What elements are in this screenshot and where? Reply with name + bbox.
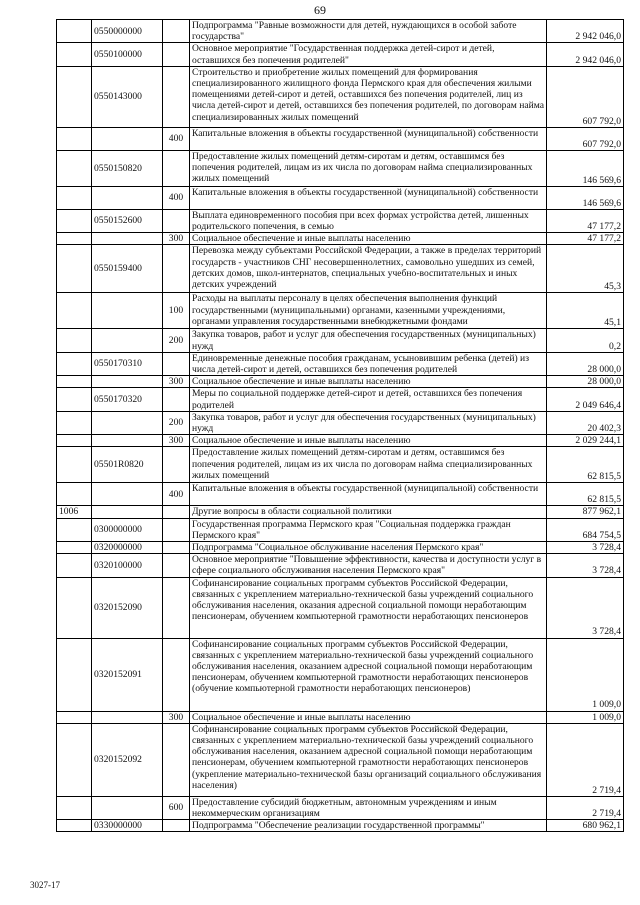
table-row xyxy=(57,435,624,447)
target-code-cell: 0550170310 xyxy=(92,352,163,375)
target-code-cell: 0320152090 xyxy=(92,577,163,638)
expense-type-cell: 200 xyxy=(163,411,190,434)
amount-cell: 684 754,5 xyxy=(547,518,624,541)
section-cell xyxy=(57,435,92,447)
section-cell xyxy=(57,554,92,577)
amount-cell: 3 728,4 xyxy=(547,542,624,554)
amount-cell: 2 719,4 xyxy=(547,796,624,819)
item-name-cell: Перевозка между субъектами Российской Федерации, а также в пределах территорий государств - участников СНГ несовершеннолетних, самовольно ушедших из семей, детских домов, школ-интернатов, специальных учебно-воспитательных и иных детских учреждений xyxy=(190,245,547,293)
section-cell xyxy=(57,150,92,186)
table-row xyxy=(57,127,624,150)
expense-type-cell xyxy=(163,577,190,638)
expense-type-cell xyxy=(163,506,190,518)
table-row xyxy=(57,186,624,209)
expense-type-cell xyxy=(163,554,190,577)
section-cell xyxy=(57,447,92,483)
item-name-cell: Капитальные вложения в объекты государственной (муниципальной) собственности xyxy=(190,127,547,150)
target-code-cell: 05501R0820 xyxy=(92,447,163,483)
expense-type-cell xyxy=(163,209,190,232)
section-cell xyxy=(57,209,92,232)
target-code-cell xyxy=(92,506,163,518)
item-name-cell: Предоставление субсидий бюджетным, автономным учреждениям и иным некоммерческим организациям xyxy=(190,796,547,819)
expense-type-cell: 300 xyxy=(163,233,190,245)
section-cell xyxy=(57,483,92,506)
table-row xyxy=(57,577,624,638)
item-name-cell: Основное мероприятие "Государственная поддержка детей-сирот и детей, оставшихся без попечения родителей" xyxy=(190,43,547,66)
expense-type-cell xyxy=(163,542,190,554)
amount-cell: 146 569,6 xyxy=(547,150,624,186)
target-code-cell: 0320152092 xyxy=(92,723,163,796)
section-cell xyxy=(57,577,92,638)
table-row xyxy=(57,554,624,577)
amount-cell: 3 728,4 xyxy=(547,554,624,577)
item-name-cell: Расходы на выплаты персоналу в целях обеспечения выполнения функций государственными (муниципальными) органами, казенными учреждениями, органами управления государственными внебюджетными фондами xyxy=(190,293,547,329)
table-row xyxy=(57,352,624,375)
section-cell xyxy=(57,20,92,43)
item-name-cell: Предоставление жилых помещений детям-сиротам и детям, оставшимся без попечения родителей, лицам из их числа по договорам найма специализированных жилых помещений xyxy=(190,447,547,483)
expense-type-cell: 400 xyxy=(163,186,190,209)
amount-cell: 28 000,0 xyxy=(547,376,624,388)
item-name-cell: Софинансирование социальных программ субъектов Российской Федерации, связанных с укреплением материально-технической базы учреждений социального обслуживания населения, оказания адресной социальной помощи неработающим пенсионерам, обучением компьютерной грамотности неработающих пенсионеров xyxy=(190,577,547,638)
expense-type-cell xyxy=(163,388,190,411)
section-cell xyxy=(57,233,92,245)
table-row xyxy=(57,447,624,483)
item-name-cell: Социальное обеспечение и иные выплаты населению xyxy=(190,711,547,723)
item-name-cell: Подпрограмма "Обеспечение реализации государственной программы" xyxy=(190,820,547,832)
amount-cell: 2 942 046,0 xyxy=(547,43,624,66)
target-code-cell: 0320100000 xyxy=(92,554,163,577)
amount-cell: 2 029 244,1 xyxy=(547,435,624,447)
target-code-cell xyxy=(92,186,163,209)
table-row xyxy=(57,542,624,554)
section-cell xyxy=(57,638,92,711)
expense-type-cell xyxy=(163,66,190,127)
item-name-cell: Софинансирование социальных программ субъектов Российской Федерации, связанных с укреплением материально-технической базы учреждений социального обслуживания населения, оказанием адресной социальной помощи неработающим пенсионерам, обучением компьютерной грамотности неработающих пенсионеров (обучение компьютерной грамотности неработающих пенсионеров) xyxy=(190,638,547,711)
section-cell xyxy=(57,820,92,832)
amount-cell: 47 177,2 xyxy=(547,233,624,245)
section-cell xyxy=(57,66,92,127)
target-code-cell: 0550000000 xyxy=(92,20,163,43)
target-code-cell xyxy=(92,435,163,447)
section-cell xyxy=(57,245,92,293)
section-cell xyxy=(57,796,92,819)
target-code-cell xyxy=(92,127,163,150)
amount-cell: 877 962,1 xyxy=(547,506,624,518)
item-name-cell: Выплата единовременного пособия при всех формах устройства детей, лишенных родительского попечения, в семью xyxy=(190,209,547,232)
amount-cell: 45,3 xyxy=(547,245,624,293)
target-code-cell: 0330000000 xyxy=(92,820,163,832)
expense-type-cell: 600 xyxy=(163,796,190,819)
section-cell xyxy=(57,293,92,329)
expense-type-cell xyxy=(163,518,190,541)
expense-type-cell: 300 xyxy=(163,435,190,447)
expense-type-cell xyxy=(163,150,190,186)
table-row xyxy=(57,43,624,66)
item-name-cell: Подпрограмма "Равные возможности для детей, нуждающихся в особой заботе государства" xyxy=(190,20,547,43)
expense-type-cell: 400 xyxy=(163,127,190,150)
target-code-cell xyxy=(92,483,163,506)
table-row xyxy=(57,638,624,711)
amount-cell: 1 009,0 xyxy=(547,638,624,711)
section-cell xyxy=(57,711,92,723)
table-row xyxy=(57,506,624,518)
expense-type-cell xyxy=(163,43,190,66)
budget-table-body xyxy=(57,20,624,832)
table-row xyxy=(57,483,624,506)
item-name-cell: Капитальные вложения в объекты государственной (муниципальной) собственности xyxy=(190,483,547,506)
item-name-cell: Капитальные вложения в объекты государственной (муниципальной) собственности xyxy=(190,186,547,209)
expense-type-cell xyxy=(163,352,190,375)
amount-cell: 28 000,0 xyxy=(547,352,624,375)
target-code-cell: 0550143000 xyxy=(92,66,163,127)
amount-cell: 47 177,2 xyxy=(547,209,624,232)
table-row xyxy=(57,411,624,434)
table-row xyxy=(57,820,624,832)
target-code-cell xyxy=(92,411,163,434)
section-cell xyxy=(57,127,92,150)
amount-cell: 62 815,5 xyxy=(547,447,624,483)
table-row xyxy=(57,150,624,186)
table-row xyxy=(57,245,624,293)
target-code-cell xyxy=(92,796,163,819)
target-code-cell: 0550152600 xyxy=(92,209,163,232)
expense-type-cell: 400 xyxy=(163,483,190,506)
expense-type-cell xyxy=(163,447,190,483)
section-cell xyxy=(57,411,92,434)
budget-table xyxy=(56,19,624,832)
item-name-cell: Софинансирование социальных программ субъектов Российской Федерации, связанных с укреплением материально-технической базы учреждений социального обслуживания населения, оказанием адресной социальной помощи неработающим пенсионерам, обучением компьютерной грамотности неработающих пенсионеров (укрепление материально-технической базы организаций социального обслуживания населения) xyxy=(190,723,547,796)
section-cell xyxy=(57,376,92,388)
item-name-cell: Социальное обеспечение и иные выплаты населению xyxy=(190,435,547,447)
amount-cell: 146 569,6 xyxy=(547,186,624,209)
expense-type-cell: 200 xyxy=(163,329,190,352)
amount-cell: 2 942 046,0 xyxy=(547,20,624,43)
item-name-cell: Закупка товаров, работ и услуг для обеспечения государственных (муниципальных) нужд xyxy=(190,329,547,352)
table-row xyxy=(57,209,624,232)
item-name-cell: Другие вопросы в области социальной политики xyxy=(190,506,547,518)
target-code-cell xyxy=(92,233,163,245)
section-cell xyxy=(57,518,92,541)
amount-cell: 1 009,0 xyxy=(547,711,624,723)
amount-cell: 680 962,1 xyxy=(547,820,624,832)
expense-type-cell xyxy=(163,245,190,293)
amount-cell: 45,1 xyxy=(547,293,624,329)
section-cell xyxy=(57,43,92,66)
target-code-cell xyxy=(92,293,163,329)
target-code-cell: 0550150820 xyxy=(92,150,163,186)
expense-type-cell xyxy=(163,820,190,832)
page-number: 69 xyxy=(314,3,326,17)
amount-cell: 607 792,0 xyxy=(547,127,624,150)
expense-type-cell xyxy=(163,20,190,43)
table-row xyxy=(57,66,624,127)
table-row xyxy=(57,376,624,388)
amount-cell: 20 402,3 xyxy=(547,411,624,434)
table-row xyxy=(57,723,624,796)
section-cell: 1006 xyxy=(57,506,92,518)
expense-type-cell xyxy=(163,723,190,796)
amount-cell: 607 792,0 xyxy=(547,66,624,127)
section-cell xyxy=(57,329,92,352)
footer-code: 3027-17 xyxy=(30,880,60,890)
table-row xyxy=(57,20,624,43)
expense-type-cell xyxy=(163,638,190,711)
amount-cell: 0,2 xyxy=(547,329,624,352)
item-name-cell: Социальное обеспечение и иные выплаты населению xyxy=(190,376,547,388)
section-cell xyxy=(57,388,92,411)
table-row xyxy=(57,796,624,819)
amount-cell: 2 049 646,4 xyxy=(547,388,624,411)
item-name-cell: Закупка товаров, работ и услуг для обеспечения государственных (муниципальных) нужд xyxy=(190,411,547,434)
section-cell xyxy=(57,542,92,554)
item-name-cell: Основное мероприятие "Повышение эффективности, качества и доступности услуг в сфере социального обслуживания населения Пермского края" xyxy=(190,554,547,577)
target-code-cell xyxy=(92,711,163,723)
target-code-cell: 0300000000 xyxy=(92,518,163,541)
table-row xyxy=(57,388,624,411)
amount-cell: 62 815,5 xyxy=(547,483,624,506)
item-name-cell: Строительство и приобретение жилых помещений для формирования специализированного жилищного фонда Пермского края для обеспечения жилыми помещениями детей-сирот и детей, оставшихся без попечения родителей, лиц из числа детей-сирот и детей, оставшихся без попечения родителей, по договорам найма специализированных жилых помещений xyxy=(190,66,547,127)
target-code-cell: 0550170320 xyxy=(92,388,163,411)
item-name-cell: Государственная программа Пермского края "Социальная поддержка граждан Пермского края" xyxy=(190,518,547,541)
amount-cell: 2 719,4 xyxy=(547,723,624,796)
table-row xyxy=(57,233,624,245)
table-row xyxy=(57,329,624,352)
item-name-cell: Меры по социальной поддержке детей-сирот и детей, оставшихся без попечения родителей xyxy=(190,388,547,411)
item-name-cell: Предоставление жилых помещений детям-сиротам и детям, оставшимся без попечения родителей, лицам из их числа по договорам найма специализированных жилых помещений xyxy=(190,150,547,186)
item-name-cell: Подпрограмма "Социальное обслуживание населения Пермского края" xyxy=(190,542,547,554)
amount-cell: 3 728,4 xyxy=(547,577,624,638)
target-code-cell: 0550100000 xyxy=(92,43,163,66)
table-row xyxy=(57,518,624,541)
target-code-cell xyxy=(92,329,163,352)
section-cell xyxy=(57,186,92,209)
section-cell xyxy=(57,723,92,796)
item-name-cell: Социальное обеспечение и иные выплаты населению xyxy=(190,233,547,245)
section-cell xyxy=(57,352,92,375)
target-code-cell: 0320152091 xyxy=(92,638,163,711)
item-name-cell: Единовременные денежные пособия гражданам, усыновившим ребенка (детей) из числа детей-сирот и детей, оставшихся без попечения родителей xyxy=(190,352,547,375)
target-code-cell: 0550159400 xyxy=(92,245,163,293)
table-row xyxy=(57,711,624,723)
expense-type-cell: 300 xyxy=(163,711,190,723)
expense-type-cell: 300 xyxy=(163,376,190,388)
expense-type-cell: 100 xyxy=(163,293,190,329)
target-code-cell xyxy=(92,376,163,388)
table-row xyxy=(57,293,624,329)
target-code-cell: 0320000000 xyxy=(92,542,163,554)
